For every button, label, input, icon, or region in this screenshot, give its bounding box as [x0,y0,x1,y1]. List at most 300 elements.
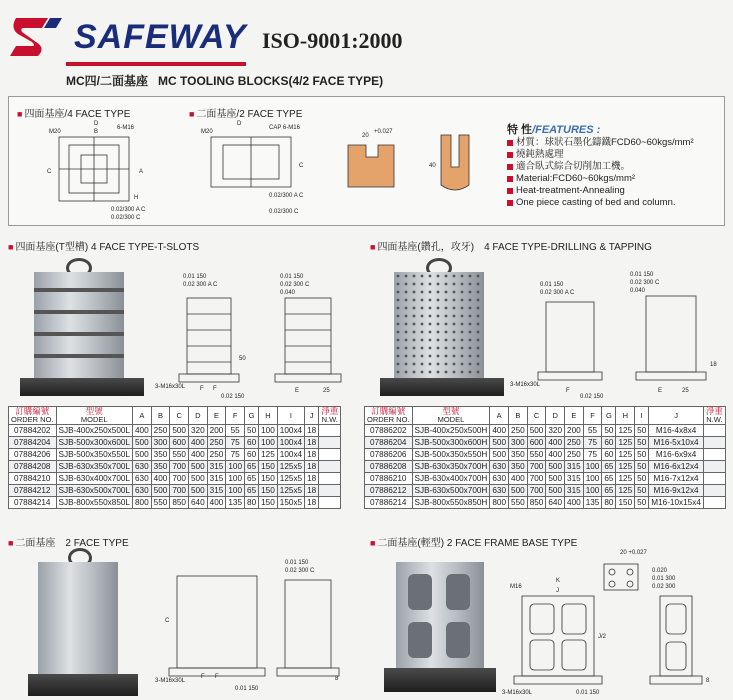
table-row [365,437,726,449]
svg-text:0.01 150: 0.01 150 [280,274,304,280]
table-cell: 400 [490,425,509,437]
table-cell: 50 [635,449,649,461]
column-header: A [490,407,509,425]
slot-section-drawing [429,127,479,197]
svg-text:0.01 300: 0.01 300 [652,576,676,582]
column-header: D [546,407,565,425]
svg-text:M16: M16 [510,584,522,590]
column-header: B [151,407,170,425]
svg-text:6-M16: 6-M16 [117,125,135,131]
table-cell: 500 [189,485,208,497]
svg-text:F: F [213,386,217,392]
svg-text:E: E [658,388,663,394]
four-face-drawing [39,117,159,221]
svg-text:50: 50 [239,356,246,362]
svg-text:F: F [215,674,219,680]
svg-text:18: 18 [710,362,717,368]
table-cell: 350 [509,449,528,461]
frame-base-drawings [500,548,730,698]
table-cell: 200 [207,425,226,437]
table-cell: 80 [602,497,616,509]
frame-base-photo [384,552,502,698]
table-row [9,449,341,461]
table-row [365,485,726,497]
svg-text:25: 25 [682,388,689,394]
table-cell: 07884210 [9,473,57,485]
svg-text:F: F [201,674,205,680]
table-cell: 630 [132,461,151,473]
table-row [365,449,726,461]
table-row [365,497,726,509]
table-cell: 500 [132,449,151,461]
column-header: 淨重 N.W. [703,407,725,425]
table-cell: 500 [527,425,546,437]
safeway-logo-icon [8,12,64,62]
table-cell: 350 [509,461,528,473]
column-header: J [649,407,704,425]
column-header: B [509,407,528,425]
svg-text:40: 40 [429,163,436,169]
table-cell [703,473,725,485]
svg-text:H: H [134,195,139,201]
svg-text:+0.027: +0.027 [374,129,393,135]
svg-text:0.02/300 A C: 0.02/300 A C [269,193,304,199]
table-cell: SJB-500x350x550H [412,449,490,461]
table-cell: SJB-630x350x700H [412,461,490,473]
table-cell: 125x5 [277,473,304,485]
table-cell: 07884206 [9,449,57,461]
table-cell: 315 [565,485,584,497]
feature-item: Material:FCD60~60kgs/mm² [507,173,722,185]
table-cell: 315 [207,473,226,485]
table-cell: 65 [602,485,616,497]
features-title: 特 性/FEATURES : [507,124,601,136]
column-header: G [602,407,616,425]
table-cell: M16-6x12x4 [649,461,704,473]
column-header: 型號 MODEL [412,407,490,425]
table-cell: 135 [583,497,602,509]
table-cell: 400 [189,437,208,449]
table-cell: 315 [565,473,584,485]
svg-text:0.01 150: 0.01 150 [285,560,309,566]
column-header: F [583,407,602,425]
svg-text:C: C [47,169,52,175]
column-header: H [616,407,635,425]
table-cell: 400 [207,497,226,509]
section-t-slots: ■ 四面基座(T型槽) 4 FACE TYPE-T-SLOTS [8,242,200,253]
column-header: H [259,407,278,425]
table-cell: 50 [635,437,649,449]
table-cell: M16-9x12x4 [649,485,704,497]
table-cell: 07886210 [365,473,413,485]
table-cell: 07886212 [365,485,413,497]
svg-text:20: 20 [362,133,369,139]
feature-item: 適合臥式綜合切削加工機。 [507,161,722,173]
table-cell: 500 [546,485,565,497]
table-cell: 80 [245,497,259,509]
svg-text:3-M16x30L: 3-M16x30L [155,678,186,684]
table-row [9,473,341,485]
table-cell: 315 [207,461,226,473]
table-cell: 700 [170,485,189,497]
table-cell: 500 [170,425,189,437]
table-cell: 640 [546,497,565,509]
table-cell: 50 [602,425,616,437]
table-cell: 400 [132,425,151,437]
table-cell: SJB-400x250x500L [56,425,132,437]
table-cell: 400 [546,449,565,461]
table-cell: SJB-630x400x700H [412,473,490,485]
svg-text:0.02/300 C: 0.02/300 C [111,215,141,221]
table-cell: 100 [583,461,602,473]
column-header: C [170,407,189,425]
t-slot-block-photo [20,258,150,398]
svg-text:0.01 150: 0.01 150 [183,274,207,280]
table-cell: 18 [305,437,319,449]
table-header-row [365,407,726,425]
feature-item: 燒鈍熱處理 [507,149,722,161]
table-cell: SJB-500x300x600H [412,437,490,449]
table-cell: SJB-630x500x700L [56,485,132,497]
table-cell [319,473,341,485]
table-cell: 55 [226,425,245,437]
svg-text:0.02 300 A C: 0.02 300 A C [540,290,575,296]
svg-text:CAP 6-M16: CAP 6-M16 [269,125,300,131]
table-header-row [9,407,341,425]
svg-text:D: D [94,121,99,127]
table-cell: 600 [170,437,189,449]
table-cell: 60 [602,449,616,461]
subtitle-en: MC TOOLING BLOCKS(4/2 FACE TYPE) [158,74,384,88]
table-cell: 350 [151,461,170,473]
table-cell: 850 [170,497,189,509]
table-cell: 315 [207,485,226,497]
table-cell: SJB-500x350x550L [56,449,132,461]
table-cell: 125 [616,449,635,461]
table-cell: 100 [226,461,245,473]
table-cell: 75 [583,449,602,461]
table-cell: 65 [245,473,259,485]
table-cell: 125x5 [277,485,304,497]
table-cell: SJB-500x300x600L [56,437,132,449]
table-cell: 50 [635,473,649,485]
table-cell: 500 [546,473,565,485]
table-cell: 800 [490,497,509,509]
table-cell: 550 [170,449,189,461]
table-cell: 400 [151,473,170,485]
table-cell: SJB-630x400x700L [56,473,132,485]
table-cell: 100 [259,437,278,449]
brand-name: SAFEWAY [74,18,247,56]
table-cell: 150x5 [277,497,304,509]
table-cell: 65 [245,461,259,473]
table-row [9,437,341,449]
t-slot-drawings [155,270,355,400]
svg-text:0.02 150: 0.02 150 [221,394,245,400]
table-cell: M16-5x10x4 [649,437,704,449]
column-header: C [527,407,546,425]
table-cell: 150 [259,485,278,497]
table-cell: 640 [189,497,208,509]
column-header: F [226,407,245,425]
svg-text:0.02 300 A C: 0.02 300 A C [183,282,218,288]
table-cell: 200 [565,425,584,437]
table-cell: 100x4 [277,425,304,437]
table-cell: M16-4x8x4 [649,425,704,437]
table-cell: 125 [616,437,635,449]
features-list [507,137,722,209]
table-cell: 100 [583,485,602,497]
two-face-drawings [155,556,355,698]
table-cell: SJB-630x500x700H [412,485,490,497]
table-row [9,485,341,497]
svg-text:J: J [556,588,559,594]
table-cell: 850 [527,497,546,509]
column-header: I [635,407,649,425]
header-divider [66,62,246,66]
column-header: 訂購編號 ORDER NO. [365,407,413,425]
table-cell: 630 [490,485,509,497]
table-cell [703,485,725,497]
table-cell: 50 [635,461,649,473]
table-cell: 630 [132,485,151,497]
table-row [365,461,726,473]
table-cell: 100x4 [277,449,304,461]
table-cell: 350 [151,449,170,461]
svg-text:3-M16x30L: 3-M16x30L [155,384,186,390]
table-cell: 07884204 [9,437,57,449]
table-cell: 400 [546,437,565,449]
table-cell: 700 [527,461,546,473]
svg-text:8: 8 [706,678,710,684]
svg-text:F: F [566,388,570,394]
page-subtitle [66,72,383,89]
table-cell: 150 [259,497,278,509]
svg-text:0.02 300 C: 0.02 300 C [285,568,315,574]
table-cell: 400 [565,497,584,509]
table-cell: 500 [132,437,151,449]
table-cell: 250 [509,425,528,437]
section-drilling-tapping: ■ 四面基座(鑽孔，攻牙) 4 FACE TYPE-DRILLING & TAPPING [370,242,652,253]
table-cell: 500 [151,485,170,497]
column-header: G [245,407,259,425]
table-row [9,497,341,509]
table-cell: 250 [207,437,226,449]
table-cell: 60 [245,449,259,461]
svg-text:3-M16x30L: 3-M16x30L [502,690,533,696]
column-header: I [277,407,304,425]
table-cell: 550 [527,449,546,461]
feature-item: One piece casting of bed and column. [507,197,722,209]
table-cell: 320 [546,425,565,437]
table-cell: 55 [583,425,602,437]
table-cell: 18 [305,461,319,473]
table-cell: 400 [509,473,528,485]
table-cell: 315 [565,461,584,473]
table-row [365,473,726,485]
table-cell: 250 [151,425,170,437]
table-cell [319,437,341,449]
table-cell: 50 [635,497,649,509]
svg-text:F: F [200,386,204,392]
column-header: E [207,407,226,425]
table-cell: 800 [132,497,151,509]
svg-text:0.01 150: 0.01 150 [540,282,564,288]
feature-item: 材質：球狀石墨化鑄鐵FCD60~60kgs/mm² [507,137,722,149]
table-cell: 07886202 [365,425,413,437]
table-cell [319,425,341,437]
table-cell: 250 [207,449,226,461]
table-cell: 500 [189,461,208,473]
table-cell: 50 [635,425,649,437]
table-cell: 07886214 [365,497,413,509]
table-cell: 07884214 [9,497,57,509]
table-cell: 500 [490,449,509,461]
table-cell: 18 [305,449,319,461]
svg-text:0.01 150: 0.01 150 [576,690,600,696]
four-face-type-label: ■ 四面基座/4 FACE TYPE [17,109,131,120]
column-header: 訂購編號 ORDER NO. [9,407,57,425]
table-cell: 07886206 [365,449,413,461]
table-cell: 18 [305,425,319,437]
column-header: E [565,407,584,425]
table-cell: 250 [565,449,584,461]
column-header: 淨重 N.W. [319,407,341,425]
table-row [9,425,341,437]
svg-text:0.02 300 C: 0.02 300 C [280,282,310,288]
svg-text:C: C [165,618,170,624]
svg-text:E: E [295,388,300,394]
table-cell: SJB-800x550x850H [412,497,490,509]
iso-certification: ISO-9001:2000 [262,28,403,53]
drilling-drawings [510,270,725,400]
features-block [507,121,722,209]
table-cell: 125x5 [277,461,304,473]
feature-item: Heat-treatment-Annealing [507,185,722,197]
svg-text:0.02 300 C: 0.02 300 C [630,280,660,286]
table-cell: 150 [259,473,278,485]
column-header: A [132,407,151,425]
table-cell: 65 [602,473,616,485]
column-header: 型號 MODEL [56,407,132,425]
svg-text:0.040: 0.040 [280,290,296,296]
table-cell: 630 [490,461,509,473]
table-cell: 125 [616,485,635,497]
table-cell: 500 [490,437,509,449]
table-row [9,461,341,473]
table-cell: 630 [132,473,151,485]
two-face-block-photo [28,548,148,698]
svg-text:A: A [139,169,144,175]
table-cell: 500 [546,461,565,473]
svg-text:0.020: 0.020 [652,568,668,574]
table-cell: 700 [170,461,189,473]
table-cell: 400 [189,449,208,461]
table-cell: 18 [305,485,319,497]
subtitle-zh: MC四/二面基座 [66,74,148,88]
svg-text:0.02 150: 0.02 150 [580,394,604,400]
face-type-drawing-box [8,96,725,226]
table-cell: 125 [616,425,635,437]
table-cell: 630 [490,473,509,485]
svg-text:0.02/300 C: 0.02/300 C [269,209,299,215]
table-cell: 550 [509,497,528,509]
table-cell: 07884208 [9,461,57,473]
table-cell: 07884212 [9,485,57,497]
drilling-block-photo [380,258,510,398]
two-face-type-label: ■ 二面基座/2 FACE TYPE [189,109,303,120]
table-cell: 100 [583,473,602,485]
table-cell: 18 [305,473,319,485]
svg-text:B: B [94,129,99,135]
table-cell: 700 [527,473,546,485]
table-cell: 100x4 [277,437,304,449]
table-cell: 100 [226,485,245,497]
table-cell: 300 [151,437,170,449]
svg-text:0.01 150: 0.01 150 [235,686,259,692]
table-cell: 60 [245,437,259,449]
table-cell: 65 [245,485,259,497]
table-cell: 18 [305,497,319,509]
table-cell: 100 [226,473,245,485]
table-cell: 50 [245,425,259,437]
section-2-face: ■ 二面基座 2 FACE TYPE [8,538,129,549]
svg-text:25: 25 [323,388,330,394]
table-cell [703,449,725,461]
table-cell: 300 [509,437,528,449]
table-cell [703,425,725,437]
table-cell [703,437,725,449]
svg-text:M20: M20 [49,129,61,135]
table-cell: SJB-400x250x500H [412,425,490,437]
svg-text:0.02/300 A C: 0.02/300 A C [111,207,146,213]
table-cell: 500 [189,473,208,485]
table-cell: 320 [189,425,208,437]
t-slot-section-drawing [344,127,399,197]
table-cell [703,461,725,473]
svg-text:J/2: J/2 [598,634,607,640]
svg-text:0.01 150: 0.01 150 [630,272,654,278]
table-cell: 250 [565,437,584,449]
table-cell: 65 [602,461,616,473]
table-cell: 125 [616,461,635,473]
table-cell [319,461,341,473]
table-cell: 125 [616,473,635,485]
table-cell: SJB-800x550x850L [56,497,132,509]
svg-text:8: 8 [335,676,339,682]
table-cell: 75 [226,437,245,449]
table-cell: 75 [583,437,602,449]
table-cell: 100 [259,425,278,437]
table-cell [319,449,341,461]
svg-text:M20: M20 [201,129,213,135]
section-frame-base: ■ 二面基座(輕型) 2 FACE FRAME BASE TYPE [370,538,578,549]
table-cell: 135 [226,497,245,509]
table-cell [319,485,341,497]
table-cell [703,497,725,509]
svg-text:C: C [299,163,304,169]
table-cell: 125 [259,449,278,461]
table-cell: 150 [616,497,635,509]
table-cell: 75 [226,449,245,461]
svg-text:20 +0.027: 20 +0.027 [620,550,647,556]
table-cell: M16-10x15x4 [649,497,704,509]
table-cell: M16-7x12x4 [649,473,704,485]
table-cell: M16-6x9x4 [649,449,704,461]
table-cell: 07884202 [9,425,57,437]
drilling-spec-table [364,406,726,509]
table-row [365,425,726,437]
